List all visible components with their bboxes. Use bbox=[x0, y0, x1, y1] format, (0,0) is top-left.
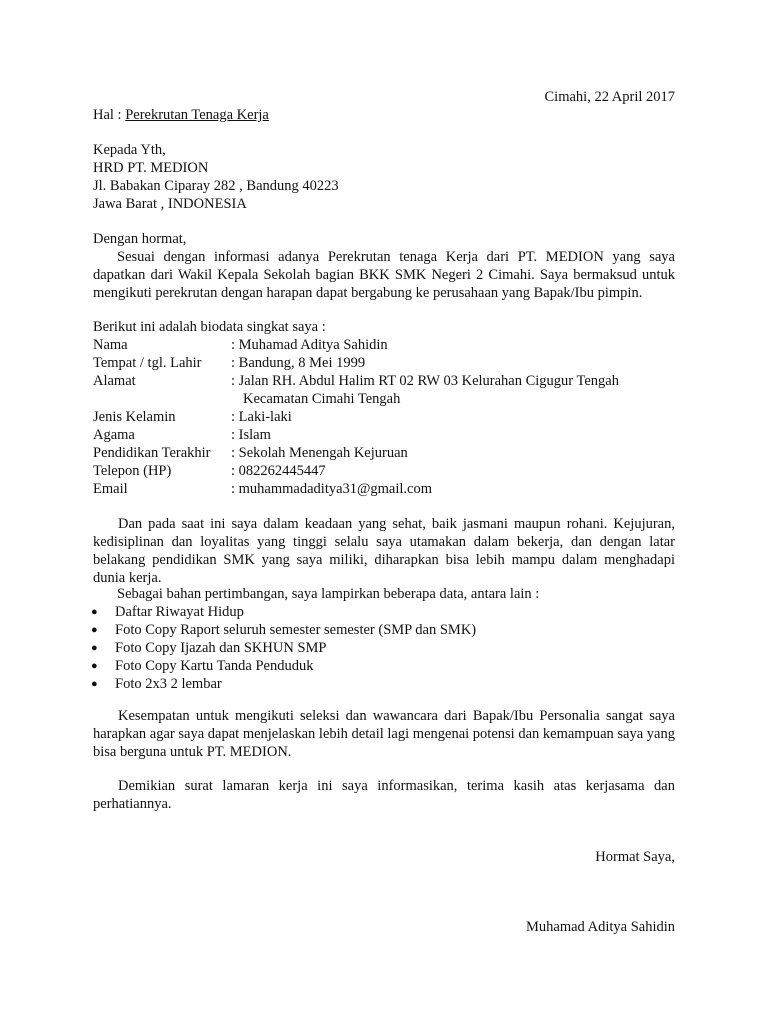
bio-value: : Jalan RH. Abdul Halim RT 02 RW 03 Kelurahan Cigugur Tengah bbox=[231, 373, 619, 389]
recipient-line-1: Kepada Yth, bbox=[93, 142, 166, 158]
attachment-text: Foto Copy Ijazah dan SKHUN SMP bbox=[115, 640, 327, 656]
bio-label: Nama bbox=[93, 337, 128, 353]
bio-value: : muhammadaditya31@gmail.com bbox=[231, 481, 433, 497]
bio-label: Agama bbox=[93, 427, 135, 443]
bio-value: : Islam bbox=[231, 427, 271, 443]
bio-label: Jenis Kelamin bbox=[93, 409, 176, 425]
letter-date: Cimahi, 22 April 2017 bbox=[544, 89, 675, 105]
bio-label: Tempat / tgl. Lahir bbox=[93, 355, 202, 371]
paragraph-closing: Demikian surat lamaran kerja ini saya informasikan, terima kasih atas kerjasama dan perhatiannya. bbox=[93, 778, 675, 812]
recipient-line-4: Jawa Barat , INDONESIA bbox=[93, 196, 247, 212]
bio-value: Kecamatan Cimahi Tengah bbox=[243, 391, 401, 407]
bullet-icon: ● bbox=[91, 660, 98, 672]
bio-label: Email bbox=[93, 481, 128, 497]
closing-salutation: Hormat Saya, bbox=[595, 849, 675, 865]
bullet-icon: ● bbox=[91, 678, 98, 690]
bullet-icon: ● bbox=[91, 624, 98, 636]
subject-text: Perekrutan Tenaga Kerja bbox=[125, 107, 269, 123]
bio-label: Alamat bbox=[93, 373, 136, 389]
attachment-text: Foto 2x3 2 lembar bbox=[115, 676, 222, 692]
letter-subject bbox=[93, 106, 269, 124]
recipient-line-2: HRD PT. MEDION bbox=[93, 160, 209, 176]
bio-value: : Bandung, 8 Mei 1999 bbox=[231, 355, 366, 371]
paragraph-interview: Kesempatan untuk mengikuti seleksi dan wawancara dari Bapak/Ibu Personalia sangat saya harapkan agar saya dapat menjelaskan lebih detail lagi mengenai potensi dan kemampuan saya yang bisa berguna untuk PT. MEDION. bbox=[93, 708, 675, 760]
recipient-line-3: Jl. Babakan Ciparay 282 , Bandung 40223 bbox=[93, 178, 339, 194]
attachment-text: Foto Copy Raport seluruh semester semester (SMP dan SMK) bbox=[115, 622, 477, 638]
bullet-icon: ● bbox=[91, 642, 98, 654]
attachments-intro: Sebagai bahan pertimbangan, saya lampirkan beberapa data, antara lain : bbox=[117, 586, 540, 602]
bio-value: : 082262445447 bbox=[231, 463, 326, 479]
subject-prefix: Hal : bbox=[93, 107, 126, 123]
bio-intro: Berikut ini adalah biodata singkat saya : bbox=[93, 319, 326, 335]
attachment-text: Foto Copy Kartu Tanda Penduduk bbox=[115, 658, 314, 674]
paragraph-intro: Sesuai dengan informasi adanya Perekrutan tenaga Kerja dari PT. MEDION yang saya dapatkan dari Wakil Kepala Sekolah bagian BKK SMK Negeri 2 Cimahi. Saya bermaksud untuk mengikuti perekrutan dengan harapan dapat bergabung ke perusahaan yang Bapak/Ibu pimpin. bbox=[93, 249, 675, 301]
bio-value: : Muhamad Aditya Sahidin bbox=[231, 337, 388, 353]
bio-value: : Sekolah Menengah Kejuruan bbox=[231, 445, 408, 461]
bullet-icon: ● bbox=[91, 606, 98, 618]
paragraph-health: Dan pada saat ini saya dalam keadaan yang sehat, baik jasmani maupun rohani. Kejujuran, kedisiplinan dan loyalitas yang tinggi selalu saya utamakan dalam bekerja, dan dengan latar belakang pendidikan SMK yang saya miliki, diharapkan bisa lebih mampu dalam menghadapi dunia kerja. bbox=[93, 516, 675, 586]
signature-name: Muhamad Aditya Sahidin bbox=[525, 919, 675, 935]
bio-label: Telepon (HP) bbox=[93, 463, 172, 479]
attachment-text: Daftar Riwayat Hidup bbox=[115, 604, 244, 620]
bio-label: Pendidikan Terakhir bbox=[93, 445, 211, 461]
bio-value: : Laki-laki bbox=[231, 409, 292, 425]
greeting: Dengan hormat, bbox=[93, 231, 187, 247]
